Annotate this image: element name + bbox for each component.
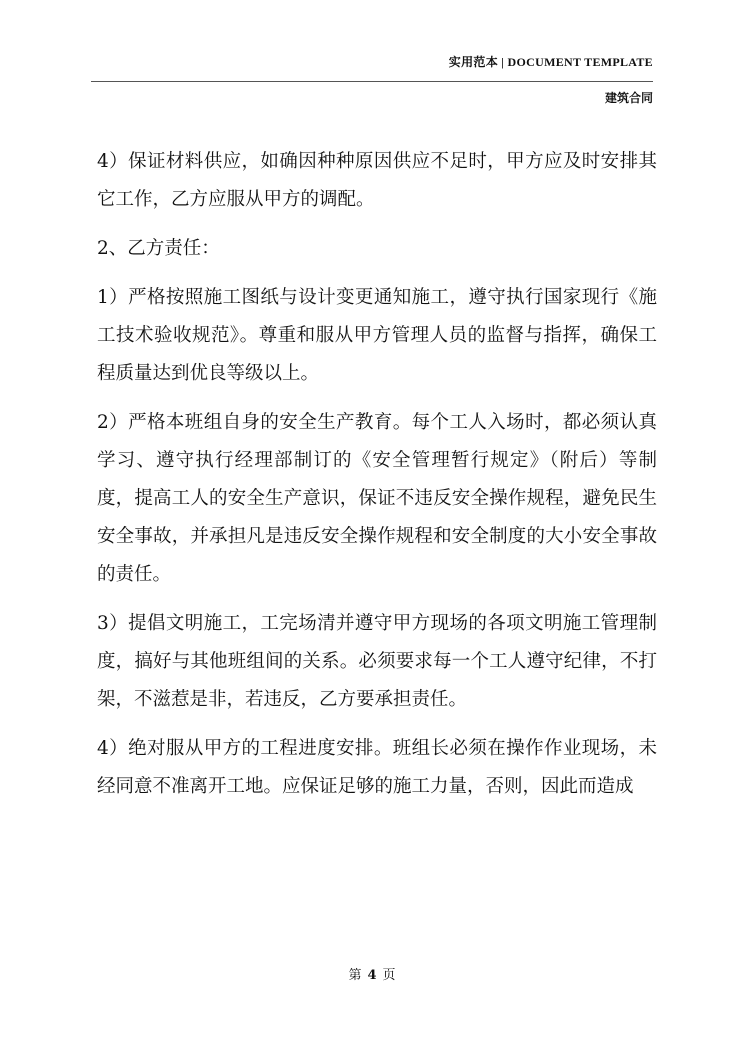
header-divider <box>91 81 653 82</box>
page-number: 4 <box>367 968 377 983</box>
paragraph: 4）保证材料供应，如确因种种原因供应不足时，甲方应及时安排其它工作，乙方应服从甲方的调配。 <box>97 151 657 210</box>
paragraph: 3）提倡文明施工，工完场清并遵守甲方现场的各项文明施工管理制度，搞好与其他班组间的关系。必须要求每一个工人遵守纪律，不打架，不滋惹是非，若违反，乙方要承担责任。 <box>97 613 657 710</box>
header-category: 建筑合同 <box>604 91 653 105</box>
section-heading: 2、乙方责任： <box>97 238 220 259</box>
page-suffix: 页 <box>382 968 396 983</box>
page-footer <box>0 964 744 983</box>
page-prefix: 第 <box>348 968 362 983</box>
paragraph: 1）严格按照施工图纸与设计变更通知施工，遵守执行国家现行《施工技术验收规范》。尊重和服从甲方管理人员的监督与指挥，确保工程质量达到优良等级以上。 <box>97 287 657 384</box>
paragraph: 4）绝对服从甲方的工程进度安排。班组长必须在操作作业现场，未经同意不准离开工地。应保证足够的施工力量，否则，因此而造成 <box>97 738 657 797</box>
header-brand: 实用范本 | DOCUMENT TEMPLATE <box>448 55 653 69</box>
document-body <box>97 143 657 817</box>
paragraph: 2）严格本班组自身的安全生产教育。每个工人入场时，都必须认真学习、遵守执行经理部制订的《安全管理暂行规定》（附后）等制度，提高工人的安全生产意识，保证不违反安全操作规程，避免民生安全事故，并承担凡是违反安全操作规程和安全制度的大小安全事故的责任。 <box>97 412 657 585</box>
